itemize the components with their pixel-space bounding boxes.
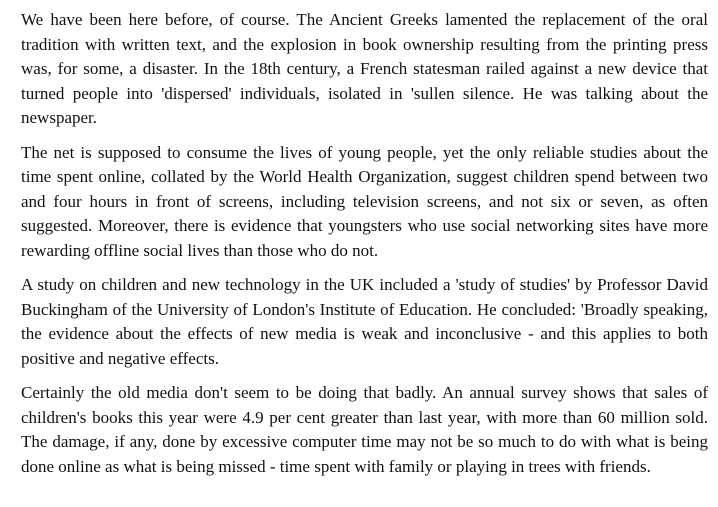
paragraph-screen-time: The net is supposed to consume the lives of young people, yet the only reliable studies about the time spent online, collated by the World Health Organization, suggest children spend between two and four hours in front of screens, including television screens, and not six or seven, as often suggested. Moreover, there is evidence that youngsters who use social networking sites have more rewarding offline social lives than those who do not. <box>21 142 708 260</box>
paragraph-history: We have been here before, of course. The Ancient Greeks lamented the replacement of the oral tradition with written text, and the explosion in book ownership resulting from the printing press was, for some, a disaster. In the 18th century, a French statesman railed against a new device that turned people into 'dispersed' individuals, isolated in 'sullen silence. He was talking about the newspaper. <box>21 10 708 127</box>
paragraph-study-of-studies: A study on children and new technology in the UK included a 'study of studies' by Professor David Buckingham of the University of London's Institute of Education. He concluded: 'Broadly speaking, the evidence about the effects of new media is weak and inconclusive - and this applies to both positive and negative effects. <box>21 275 708 368</box>
paragraph-old-media: Certainly the old media don't seem to be doing that badly. An annual survey shows that sales of children's books this year were 4.9 per cent greater than last year, with more than 60 million sold. The damage, if any, done by excessive computer time may not be so much to do with what is being done online as what is being missed - time spent with family or playing in trees with friends. <box>21 383 708 476</box>
